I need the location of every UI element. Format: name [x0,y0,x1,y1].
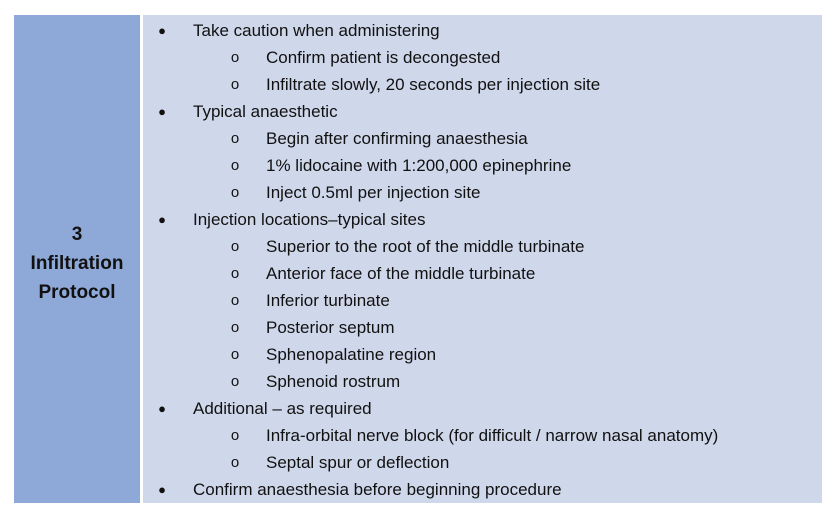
sub-list-item-text: Inferior turbinate [266,291,390,310]
bullet-circle-icon: o [230,157,240,174]
bullet-circle-icon: o [230,454,240,471]
sub-list-item-text: Confirm patient is decongested [266,48,501,67]
bullet-circle-icon: o [230,319,240,336]
bullet-dot-icon: ● [158,23,166,38]
bullet-circle-icon: o [230,130,240,147]
sub-list-item-text: Posterior septum [266,318,395,337]
bullet-dot-icon: ● [158,482,166,497]
bullet-dot-icon: ● [158,104,166,119]
bullet-circle-icon: o [230,238,240,255]
list-item-text: Take caution when administering [193,21,440,40]
sub-list-item-text: Anterior face of the middle turbinate [266,264,536,283]
section-label [31,212,124,307]
list-item-text: Injection locations–typical sites [193,210,426,229]
sub-list-item-text: Sphenopalatine region [266,345,437,364]
list-item-text: Additional – as required [193,399,372,418]
bullet-circle-icon: o [230,184,240,201]
sub-list-item-text: Infiltrate slowly, 20 seconds per injection site [266,75,601,94]
sub-list-item-text: Superior to the root of the middle turbinate [266,237,585,256]
list-item-text: Confirm anaesthesia before beginning procedure [193,480,562,499]
bullet-circle-icon: o [230,76,240,93]
bullet-circle-icon: o [230,292,240,309]
sub-list-item-text: Inject 0.5ml per injection site [266,183,481,202]
sub-list-item-text: Begin after confirming anaesthesia [266,129,528,148]
protocol-table [14,15,822,503]
list-item-text: Typical anaesthetic [193,102,338,121]
section-title-line2: Protocol [38,281,116,303]
bullet-circle-icon: o [230,265,240,282]
section-label-cell [14,15,140,503]
bullet-circle-icon: o [230,427,240,444]
bullet-circle-icon: o [230,373,240,390]
sub-list-item-text: Infra-orbital nerve block (for difficult / narrow nasal anatomy) [266,426,719,445]
bullet-dot-icon: ● [158,401,166,416]
sub-list-item-text: Sphenoid rostrum [266,372,401,391]
bullet-circle-icon: o [230,346,240,363]
bullet-dot-icon: ● [158,212,166,227]
section-title-line1: Infiltration [30,252,124,274]
section-number: 3 [71,223,83,245]
sub-list-item-text: 1% lidocaine with 1:200,000 epinephrine [266,156,572,175]
protocol-steps-cell [143,15,822,503]
sub-list-item-text: Septal spur or deflection [266,453,450,472]
bullet-circle-icon: o [230,49,240,66]
